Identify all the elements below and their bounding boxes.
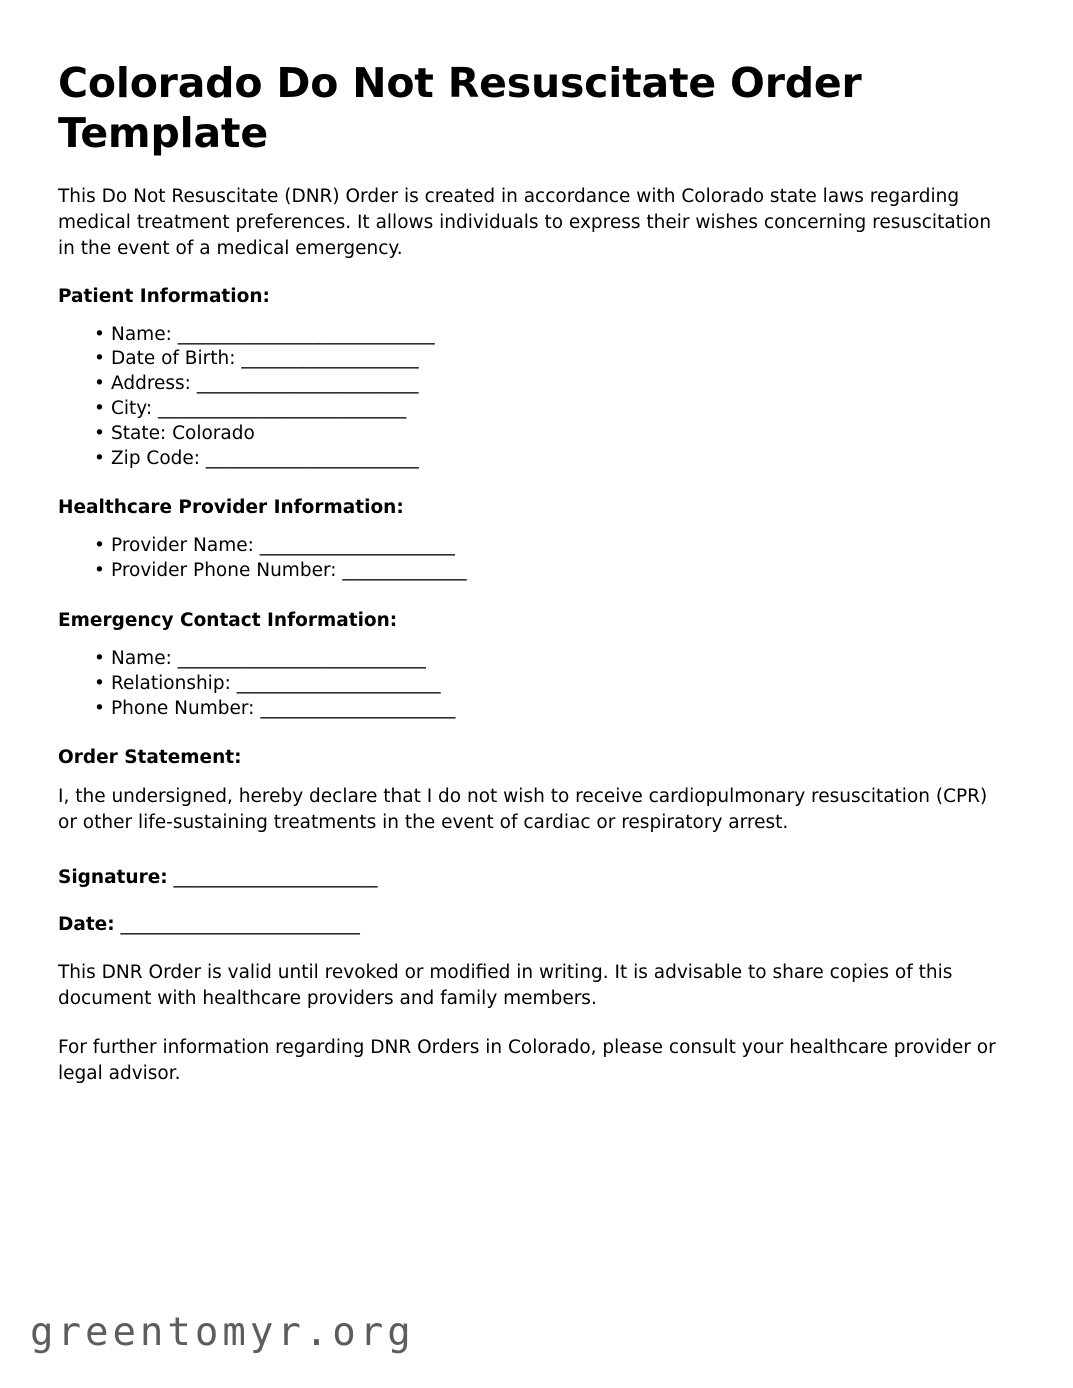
field-label: Address: xyxy=(111,373,191,395)
field-label: Name: xyxy=(111,323,172,345)
date-blank[interactable]: ___________________________ xyxy=(120,913,360,935)
field-blank[interactable]: ____________________________ xyxy=(158,398,406,420)
field-label: State: xyxy=(111,422,167,444)
field-label: Date of Birth: xyxy=(111,348,236,370)
list-item xyxy=(58,672,1003,697)
section-heading-patient-information: Patient Information: xyxy=(58,285,270,307)
field-blank[interactable]: _____________________________ xyxy=(177,323,435,345)
list-item xyxy=(58,347,1003,372)
field-label: Provider Phone Number: xyxy=(111,560,337,582)
field-blank[interactable]: ____________________________ xyxy=(177,647,426,669)
section-heading-emergency-contact-information: Emergency Contact Information: xyxy=(58,609,398,631)
signature-line xyxy=(58,866,1003,891)
field-blank[interactable]: ______________________ xyxy=(259,535,455,557)
signature-label: Signature: xyxy=(58,867,168,889)
list-item xyxy=(58,534,1003,559)
date-label: Date: xyxy=(58,913,115,935)
section-heading-order-statement: Order Statement: xyxy=(58,747,242,769)
field-label: Relationship: xyxy=(111,672,231,694)
signature-blank[interactable]: _______________________ xyxy=(173,867,378,889)
patient-information-field-list xyxy=(58,323,1003,472)
field-blank[interactable]: ______________ xyxy=(342,560,467,582)
field-label: Phone Number: xyxy=(111,697,255,719)
field-label: City: xyxy=(111,398,153,420)
list-item xyxy=(58,323,1003,348)
further-info-paragraph: For further information regarding DNR Orders in Colorado, please consult your healthcare provider or legal advisor. xyxy=(58,1037,996,1085)
field-blank[interactable]: _________________________ xyxy=(196,373,419,395)
validity-note-paragraph: This DNR Order is valid until revoked or modified in writing. It is advisable to share copies of this document with healthcare providers and family members. xyxy=(58,961,953,1009)
field-blank[interactable]: _______________________ xyxy=(236,672,441,694)
list-item xyxy=(58,559,1003,584)
list-item xyxy=(58,397,1003,422)
field-label: Provider Name: xyxy=(111,535,254,557)
field-label: Zip Code: xyxy=(111,447,201,469)
list-item xyxy=(58,422,1003,447)
emergency-contact-field-list xyxy=(58,647,1003,721)
field-value: Colorado xyxy=(172,422,255,444)
healthcare-provider-field-list xyxy=(58,534,1003,584)
list-item xyxy=(58,697,1003,722)
list-item xyxy=(58,372,1003,397)
field-blank[interactable]: ______________________ xyxy=(260,697,456,719)
field-blank[interactable]: ________________________ xyxy=(205,447,419,469)
section-heading-healthcare-provider-information: Healthcare Provider Information: xyxy=(58,497,404,519)
list-item xyxy=(58,447,1003,472)
field-blank[interactable]: ____________________ xyxy=(241,348,419,370)
intro-paragraph: This Do Not Resuscitate (DNR) Order is created in accordance with Colorado state laws regarding medical treatment preferences. It allows individuals to express their wishes concerning resuscitation in the event of a medical emergency. xyxy=(58,186,992,259)
footer-watermark: greentomyr.org xyxy=(30,1310,415,1355)
order-statement-paragraph: I, the undersigned, hereby declare that I do not wish to receive cardiopulmonary resuscitation (CPR) or other life-sustaining treatments in the event of cardiac or respiratory arrest. xyxy=(58,786,988,834)
page-title: Colorado Do Not Resuscitate Order Template xyxy=(58,59,862,158)
date-line xyxy=(58,913,1003,938)
list-item xyxy=(58,647,1003,672)
field-label: Name: xyxy=(111,647,172,669)
